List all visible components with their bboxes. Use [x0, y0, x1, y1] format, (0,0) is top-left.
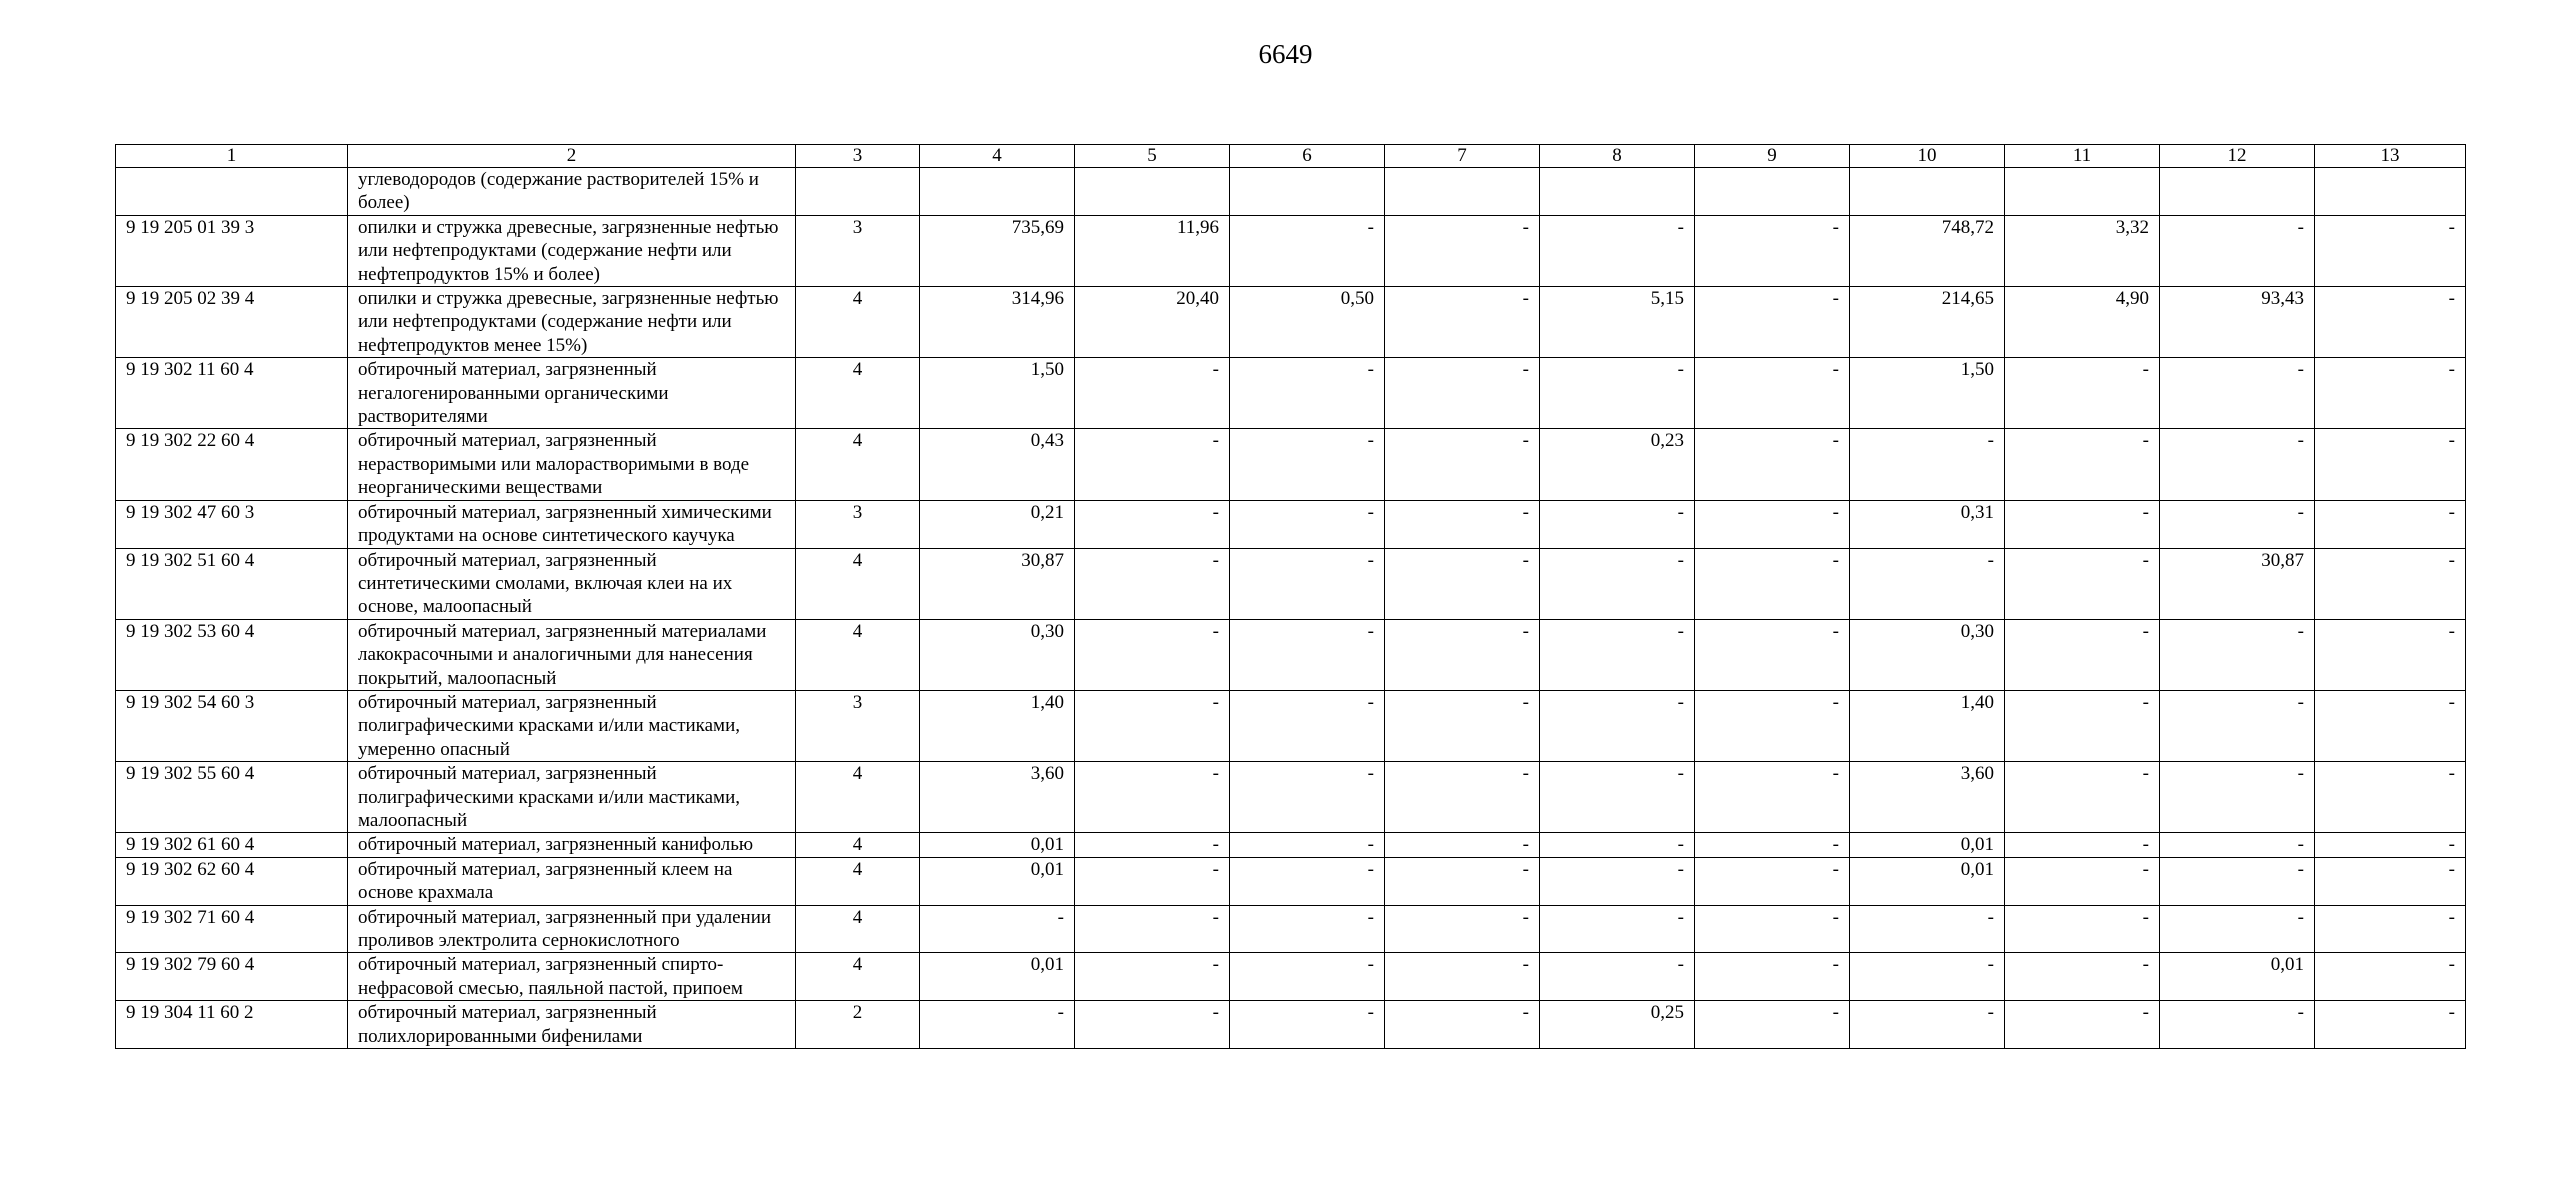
waste-name-cell: обтирочный материал, загрязненный негалогенированными органическими растворителями	[348, 358, 796, 429]
waste-code-cell: 9 19 205 01 39 3	[116, 215, 348, 286]
value-cell-col-9: -	[1695, 287, 1850, 358]
value-cell-col-5	[1075, 168, 1230, 216]
waste-code-cell: 9 19 302 11 60 4	[116, 358, 348, 429]
column-header-9: 9	[1695, 145, 1850, 168]
value-cell-col-10	[1850, 168, 2005, 216]
table-row	[116, 953, 2466, 1001]
value-cell-col-4: -	[920, 905, 1075, 953]
value-cell-col-7: -	[1385, 358, 1540, 429]
value-cell-col-4	[920, 168, 1075, 216]
column-header-2: 2	[348, 145, 796, 168]
waste-name-cell: обтирочный материал, загрязненный полиграфическими красками и/или мастиками, малоопасный	[348, 762, 796, 833]
table-row	[116, 168, 2466, 216]
value-cell-col-9: -	[1695, 215, 1850, 286]
value-cell-col-9: -	[1695, 500, 1850, 548]
value-cell-col-13: -	[2315, 358, 2466, 429]
waste-code-cell: 9 19 302 22 60 4	[116, 429, 348, 500]
value-cell-col-13: -	[2315, 548, 2466, 619]
value-cell-col-7: -	[1385, 429, 1540, 500]
value-cell-col-5: -	[1075, 690, 1230, 761]
table-row	[116, 833, 2466, 857]
value-cell-col-10: 1,40	[1850, 690, 2005, 761]
value-cell-col-4: 735,69	[920, 215, 1075, 286]
value-cell-col-9: -	[1695, 358, 1850, 429]
waste-name-cell: обтирочный материал, загрязненный химическими продуктами на основе синтетического каучука	[348, 500, 796, 548]
value-cell-col-4: 0,43	[920, 429, 1075, 500]
value-cell-col-5: -	[1075, 619, 1230, 690]
value-cell-col-10: 1,50	[1850, 358, 2005, 429]
waste-code-cell: 9 19 302 53 60 4	[116, 619, 348, 690]
hazard-class-cell: 4	[796, 287, 920, 358]
waste-name-cell: обтирочный материал, загрязненный материалами лакокрасочными и аналогичными для нанесения покрытий, малоопасный	[348, 619, 796, 690]
hazard-class-cell: 4	[796, 953, 920, 1001]
table-header	[116, 145, 2466, 168]
value-cell-col-4: 0,30	[920, 619, 1075, 690]
column-header-12: 12	[2160, 145, 2315, 168]
value-cell-col-11: 4,90	[2005, 287, 2160, 358]
value-cell-col-7: -	[1385, 905, 1540, 953]
value-cell-col-5: -	[1075, 358, 1230, 429]
hazard-class-cell: 3	[796, 690, 920, 761]
value-cell-col-11: -	[2005, 1001, 2160, 1049]
value-cell-col-7: -	[1385, 833, 1540, 857]
value-cell-col-11: -	[2005, 500, 2160, 548]
column-header-5: 5	[1075, 145, 1230, 168]
value-cell-col-12: -	[2160, 905, 2315, 953]
value-cell-col-5: -	[1075, 1001, 1230, 1049]
value-cell-col-9: -	[1695, 857, 1850, 905]
value-cell-col-10: -	[1850, 1001, 2005, 1049]
value-cell-col-13: -	[2315, 215, 2466, 286]
value-cell-col-6: -	[1230, 905, 1385, 953]
value-cell-col-8: -	[1540, 833, 1695, 857]
column-header-3: 3	[796, 145, 920, 168]
waste-name-cell: обтирочный материал, загрязненный синтетическими смолами, включая клеи на их основе, малоопасный	[348, 548, 796, 619]
value-cell-col-8: 0,23	[1540, 429, 1695, 500]
value-cell-col-10: 0,31	[1850, 500, 2005, 548]
waste-name-cell: углеводородов (содержание растворителей 15% и более)	[348, 168, 796, 216]
value-cell-col-7: -	[1385, 953, 1540, 1001]
value-cell-col-7: -	[1385, 690, 1540, 761]
value-cell-col-11: -	[2005, 857, 2160, 905]
value-cell-col-4: -	[920, 1001, 1075, 1049]
waste-name-cell: обтирочный материал, загрязненный полиграфическими красками и/или мастиками, умеренно опасный	[348, 690, 796, 761]
value-cell-col-5: -	[1075, 905, 1230, 953]
value-cell-col-8: -	[1540, 953, 1695, 1001]
value-cell-col-9: -	[1695, 429, 1850, 500]
waste-code-cell	[116, 168, 348, 216]
value-cell-col-4: 1,40	[920, 690, 1075, 761]
waste-code-cell: 9 19 302 55 60 4	[116, 762, 348, 833]
value-cell-col-10: 0,01	[1850, 833, 2005, 857]
value-cell-col-12: -	[2160, 358, 2315, 429]
value-cell-col-13: -	[2315, 287, 2466, 358]
value-cell-col-5: -	[1075, 833, 1230, 857]
value-cell-col-9: -	[1695, 690, 1850, 761]
waste-code-cell: 9 19 302 51 60 4	[116, 548, 348, 619]
value-cell-col-12	[2160, 168, 2315, 216]
table-row	[116, 857, 2466, 905]
value-cell-col-4: 30,87	[920, 548, 1075, 619]
value-cell-col-4: 3,60	[920, 762, 1075, 833]
value-cell-col-8: 0,25	[1540, 1001, 1695, 1049]
value-cell-col-6: -	[1230, 358, 1385, 429]
table-row	[116, 1001, 2466, 1049]
value-cell-col-12: -	[2160, 833, 2315, 857]
value-cell-col-6: -	[1230, 619, 1385, 690]
hazard-class-cell: 4	[796, 762, 920, 833]
value-cell-col-11: -	[2005, 358, 2160, 429]
value-cell-col-5: 11,96	[1075, 215, 1230, 286]
value-cell-col-6: 0,50	[1230, 287, 1385, 358]
value-cell-col-13: -	[2315, 690, 2466, 761]
table-row	[116, 287, 2466, 358]
value-cell-col-7	[1385, 168, 1540, 216]
table-row	[116, 905, 2466, 953]
value-cell-col-6: -	[1230, 548, 1385, 619]
hazard-class-cell: 3	[796, 500, 920, 548]
value-cell-col-13: -	[2315, 857, 2466, 905]
value-cell-col-7: -	[1385, 1001, 1540, 1049]
value-cell-col-9: -	[1695, 1001, 1850, 1049]
column-header-1: 1	[116, 145, 348, 168]
hazard-class-cell: 4	[796, 358, 920, 429]
waste-name-cell: обтирочный материал, загрязненный при удалении проливов электролита сернокислотного	[348, 905, 796, 953]
value-cell-col-12: -	[2160, 762, 2315, 833]
hazard-class-cell: 4	[796, 619, 920, 690]
column-header-10: 10	[1850, 145, 2005, 168]
waste-name-cell: обтирочный материал, загрязненный клеем на основе крахмала	[348, 857, 796, 905]
value-cell-col-8: -	[1540, 857, 1695, 905]
value-cell-col-10: -	[1850, 429, 2005, 500]
value-cell-col-8: 5,15	[1540, 287, 1695, 358]
waste-code-cell: 9 19 302 54 60 3	[116, 690, 348, 761]
value-cell-col-8: -	[1540, 619, 1695, 690]
table-row	[116, 619, 2466, 690]
value-cell-col-6: -	[1230, 690, 1385, 761]
value-cell-col-8: -	[1540, 215, 1695, 286]
table-row	[116, 358, 2466, 429]
table-row	[116, 690, 2466, 761]
value-cell-col-13	[2315, 168, 2466, 216]
value-cell-col-11: -	[2005, 833, 2160, 857]
value-cell-col-13: -	[2315, 833, 2466, 857]
hazard-class-cell: 4	[796, 429, 920, 500]
column-header-11: 11	[2005, 145, 2160, 168]
waste-code-cell: 9 19 302 62 60 4	[116, 857, 348, 905]
value-cell-col-4: 0,01	[920, 857, 1075, 905]
value-cell-col-4: 0,01	[920, 953, 1075, 1001]
table-row	[116, 548, 2466, 619]
value-cell-col-10: 3,60	[1850, 762, 2005, 833]
value-cell-col-7: -	[1385, 500, 1540, 548]
value-cell-col-10: 214,65	[1850, 287, 2005, 358]
table-row	[116, 429, 2466, 500]
value-cell-col-8: -	[1540, 690, 1695, 761]
column-header-4: 4	[920, 145, 1075, 168]
value-cell-col-6: -	[1230, 953, 1385, 1001]
value-cell-col-5: -	[1075, 857, 1230, 905]
column-header-13: 13	[2315, 145, 2466, 168]
value-cell-col-12: -	[2160, 1001, 2315, 1049]
value-cell-col-4: 1,50	[920, 358, 1075, 429]
value-cell-col-9: -	[1695, 905, 1850, 953]
waste-code-cell: 9 19 302 47 60 3	[116, 500, 348, 548]
value-cell-col-6: -	[1230, 429, 1385, 500]
value-cell-col-11	[2005, 168, 2160, 216]
waste-name-cell: опилки и стружка древесные, загрязненные нефтью или нефтепродуктами (содержание нефти или нефтепродуктов менее 15%)	[348, 287, 796, 358]
value-cell-col-10: 0,01	[1850, 857, 2005, 905]
value-cell-col-13: -	[2315, 762, 2466, 833]
hazard-class-cell: 4	[796, 833, 920, 857]
value-cell-col-12: -	[2160, 619, 2315, 690]
page-number: 6649	[1258, 39, 1313, 69]
value-cell-col-5: -	[1075, 953, 1230, 1001]
value-cell-col-6: -	[1230, 833, 1385, 857]
value-cell-col-4: 0,21	[920, 500, 1075, 548]
value-cell-col-12: -	[2160, 857, 2315, 905]
value-cell-col-8: -	[1540, 358, 1695, 429]
value-cell-col-9: -	[1695, 619, 1850, 690]
hazard-class-cell: 4	[796, 857, 920, 905]
value-cell-col-13: -	[2315, 500, 2466, 548]
value-cell-col-5: -	[1075, 762, 1230, 833]
value-cell-col-5: 20,40	[1075, 287, 1230, 358]
value-cell-col-5: -	[1075, 548, 1230, 619]
value-cell-col-13: -	[2315, 1001, 2466, 1049]
column-header-7: 7	[1385, 145, 1540, 168]
value-cell-col-6: -	[1230, 857, 1385, 905]
value-cell-col-11: -	[2005, 619, 2160, 690]
value-cell-col-11: -	[2005, 905, 2160, 953]
waste-name-cell: обтирочный материал, загрязненный канифолью	[348, 833, 796, 857]
value-cell-col-9	[1695, 168, 1850, 216]
value-cell-col-6: -	[1230, 1001, 1385, 1049]
value-cell-col-7: -	[1385, 548, 1540, 619]
value-cell-col-8: -	[1540, 548, 1695, 619]
value-cell-col-11: -	[2005, 953, 2160, 1001]
value-cell-col-9: -	[1695, 762, 1850, 833]
waste-name-cell: обтирочный материал, загрязненный спирто-нефрасовой смесью, паяльной пастой, припоем	[348, 953, 796, 1001]
table-row	[116, 762, 2466, 833]
column-header-8: 8	[1540, 145, 1695, 168]
waste-name-cell: обтирочный материал, загрязненный нерастворимыми или малорастворимыми в воде неорганическими веществами	[348, 429, 796, 500]
value-cell-col-13: -	[2315, 953, 2466, 1001]
hazard-class-cell: 3	[796, 215, 920, 286]
value-cell-col-10: 0,30	[1850, 619, 2005, 690]
waste-name-cell: опилки и стружка древесные, загрязненные нефтью или нефтепродуктами (содержание нефти или нефтепродуктов 15% и более)	[348, 215, 796, 286]
table-header-row	[116, 145, 2466, 168]
value-cell-col-10: -	[1850, 905, 2005, 953]
value-cell-col-4: 0,01	[920, 833, 1075, 857]
value-cell-col-4: 314,96	[920, 287, 1075, 358]
value-cell-col-12: -	[2160, 500, 2315, 548]
value-cell-col-11: 3,32	[2005, 215, 2160, 286]
value-cell-col-5: -	[1075, 500, 1230, 548]
value-cell-col-9: -	[1695, 953, 1850, 1001]
waste-code-cell: 9 19 302 79 60 4	[116, 953, 348, 1001]
value-cell-col-10: 748,72	[1850, 215, 2005, 286]
value-cell-col-12: 0,01	[2160, 953, 2315, 1001]
column-header-6: 6	[1230, 145, 1385, 168]
value-cell-col-12: -	[2160, 690, 2315, 761]
value-cell-col-8: -	[1540, 905, 1695, 953]
value-cell-col-7: -	[1385, 619, 1540, 690]
value-cell-col-12: 30,87	[2160, 548, 2315, 619]
value-cell-col-7: -	[1385, 215, 1540, 286]
value-cell-col-7: -	[1385, 762, 1540, 833]
value-cell-col-7: -	[1385, 857, 1540, 905]
value-cell-col-6: -	[1230, 762, 1385, 833]
table-body	[116, 168, 2466, 1049]
waste-name-cell: обтирочный материал, загрязненный полихлорированными бифенилами	[348, 1001, 796, 1049]
value-cell-col-8: -	[1540, 762, 1695, 833]
value-cell-col-6: -	[1230, 215, 1385, 286]
hazard-class-cell: 4	[796, 548, 920, 619]
waste-code-cell: 9 19 304 11 60 2	[116, 1001, 348, 1049]
waste-data-table	[115, 144, 2466, 1049]
value-cell-col-5: -	[1075, 429, 1230, 500]
value-cell-col-12: 93,43	[2160, 287, 2315, 358]
value-cell-col-10: -	[1850, 953, 2005, 1001]
table-row	[116, 215, 2466, 286]
value-cell-col-9: -	[1695, 833, 1850, 857]
waste-code-cell: 9 19 302 71 60 4	[116, 905, 348, 953]
value-cell-col-11: -	[2005, 429, 2160, 500]
table-row	[116, 500, 2466, 548]
value-cell-col-10: -	[1850, 548, 2005, 619]
hazard-class-cell: 4	[796, 905, 920, 953]
value-cell-col-8	[1540, 168, 1695, 216]
value-cell-col-11: -	[2005, 548, 2160, 619]
value-cell-col-8: -	[1540, 500, 1695, 548]
value-cell-col-9: -	[1695, 548, 1850, 619]
waste-code-cell: 9 19 302 61 60 4	[116, 833, 348, 857]
value-cell-col-7: -	[1385, 287, 1540, 358]
value-cell-col-13: -	[2315, 619, 2466, 690]
value-cell-col-6: -	[1230, 500, 1385, 548]
value-cell-col-11: -	[2005, 690, 2160, 761]
value-cell-col-6	[1230, 168, 1385, 216]
value-cell-col-13: -	[2315, 429, 2466, 500]
value-cell-col-12: -	[2160, 429, 2315, 500]
value-cell-col-13: -	[2315, 905, 2466, 953]
value-cell-col-12: -	[2160, 215, 2315, 286]
waste-code-cell: 9 19 205 02 39 4	[116, 287, 348, 358]
value-cell-col-11: -	[2005, 762, 2160, 833]
hazard-class-cell: 2	[796, 1001, 920, 1049]
hazard-class-cell	[796, 168, 920, 216]
